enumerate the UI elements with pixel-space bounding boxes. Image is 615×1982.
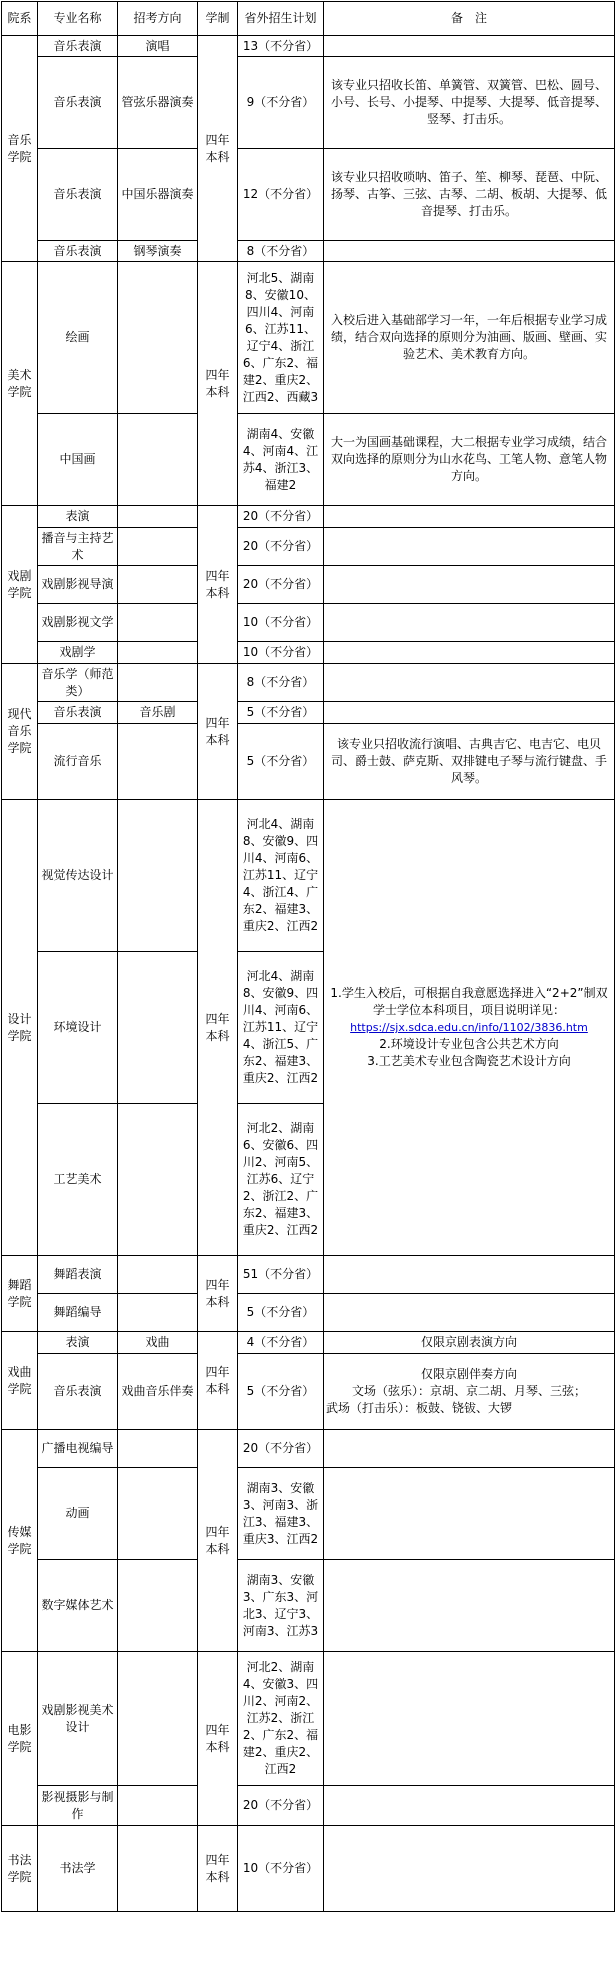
major-cell: 舞蹈表演 (38, 1256, 118, 1294)
plan-cell: 湖南4、安徽4、河南4、江苏4、浙江3、福建2 (238, 414, 324, 506)
duration-music: 四年本科 (198, 36, 238, 262)
duration-dance: 四年本科 (198, 1256, 238, 1332)
major-cell: 表演 (38, 1332, 118, 1354)
note-cell (324, 1430, 615, 1468)
table-row (2, 528, 615, 566)
direction-cell (118, 262, 198, 414)
note-cell (324, 642, 615, 664)
direction-cell: 音乐剧 (118, 702, 198, 724)
plan-cell: 20（不分省） (238, 506, 324, 528)
plan-cell: 20（不分省） (238, 566, 324, 604)
direction-cell: 戏曲 (118, 1332, 198, 1354)
major-cell: 戏剧影视导演 (38, 566, 118, 604)
plan-cell: 20（不分省） (238, 528, 324, 566)
direction-cell (118, 1652, 198, 1786)
major-cell: 音乐表演 (38, 1354, 118, 1430)
plan-cell: 10（不分省） (238, 642, 324, 664)
header-direction: 招考方向 (118, 2, 198, 36)
major-cell: 戏剧影视美术设计 (38, 1652, 118, 1786)
college-modern-music: 现代音乐学院 (2, 664, 38, 800)
note-cell: 该专业只招收长笛、单簧管、双簧管、巴松、圆号、小号、长号、小提琴、中提琴、大提琴、低音提琴、竖琴、打击乐。 (324, 57, 615, 149)
plan-cell: 8（不分省） (238, 664, 324, 702)
direction-cell (118, 528, 198, 566)
direction-cell (118, 604, 198, 642)
major-cell: 音乐表演 (38, 57, 118, 149)
table-row (2, 149, 615, 241)
major-cell: 书法学 (38, 1826, 118, 1912)
direction-cell (118, 664, 198, 702)
header-duration: 学制 (198, 2, 238, 36)
plan-cell: 河北4、湖南8、安徽9、四川4、河南6、江苏11、辽宁4、浙江4、广东2、福建3、重庆2、江西2 (238, 800, 324, 952)
plan-cell: 9（不分省） (238, 57, 324, 149)
major-cell: 音乐表演 (38, 702, 118, 724)
major-cell: 影视摄影与制作 (38, 1786, 118, 1826)
college-music: 音乐学院 (2, 36, 38, 262)
duration-media: 四年本科 (198, 1430, 238, 1652)
college-drama: 戏剧学院 (2, 506, 38, 664)
design-note-line3: 3.工艺美术专业包含陶瓷艺术设计方向 (367, 1054, 571, 1068)
direction-cell (118, 506, 198, 528)
plan-cell: 湖南3、安徽3、河南3、浙江3、福建3、重庆3、江西2 (238, 1468, 324, 1560)
design-note-cell (324, 800, 615, 1256)
direction-cell (118, 800, 198, 952)
opera-note-line2: 文场（弦乐）：京胡、京二胡、月琴、三弦； (351, 1384, 586, 1398)
header-plan: 省外招生计划 (238, 2, 324, 36)
major-cell: 音乐表演 (38, 36, 118, 57)
major-cell: 音乐表演 (38, 149, 118, 241)
direction-cell: 钢琴演奏 (118, 241, 198, 262)
note-cell (324, 1256, 615, 1294)
direction-cell: 中国乐器演奏 (118, 149, 198, 241)
major-cell: 数字媒体艺术 (38, 1560, 118, 1652)
table-row (2, 1332, 615, 1354)
college-calligraphy: 书法学院 (2, 1826, 38, 1912)
opera-note-line3: 武场（打击乐）：板鼓、铙钹、大锣 (326, 1401, 513, 1415)
design-note-line2: 2.环境设计专业包含公共艺术方向 (379, 1037, 559, 1051)
table-row (2, 642, 615, 664)
plan-cell: 5（不分省） (238, 1294, 324, 1332)
table-row (2, 604, 615, 642)
note-cell (324, 36, 615, 57)
note-cell (324, 241, 615, 262)
plan-cell: 5（不分省） (238, 702, 324, 724)
direction-cell (118, 1430, 198, 1468)
direction-cell (118, 1294, 198, 1332)
plan-cell: 20（不分省） (238, 1786, 324, 1826)
direction-cell: 演唱 (118, 36, 198, 57)
plan-cell: 河北4、湖南8、安徽9、四川4、河南6、江苏11、辽宁4、浙江5、广东2、福建3、重庆2、江西2 (238, 952, 324, 1104)
direction-cell (118, 952, 198, 1104)
note-cell (324, 1468, 615, 1560)
table-row (2, 664, 615, 702)
note-cell (324, 528, 615, 566)
table-row (2, 241, 615, 262)
table-row (2, 800, 615, 952)
enrollment-table (1, 1, 615, 1912)
table-row (2, 36, 615, 57)
table-row (2, 1354, 615, 1430)
design-note-link[interactable]: https://sjx.sdca.edu.cn/info/1102/3836.htm (350, 1021, 588, 1034)
direction-cell (118, 1826, 198, 1912)
plan-cell: 5（不分省） (238, 1354, 324, 1430)
duration-modern-music: 四年本科 (198, 664, 238, 800)
direction-cell (118, 1104, 198, 1256)
table-row (2, 57, 615, 149)
direction-cell: 管弦乐器演奏 (118, 57, 198, 149)
college-film: 电影学院 (2, 1652, 38, 1826)
note-cell (324, 566, 615, 604)
major-cell: 绘画 (38, 262, 118, 414)
table-row (2, 1430, 615, 1468)
header-note: 备 注 (324, 2, 615, 36)
major-cell: 流行音乐 (38, 724, 118, 800)
duration-film: 四年本科 (198, 1652, 238, 1826)
header-row (2, 2, 615, 36)
table-row (2, 1560, 615, 1652)
major-cell: 环境设计 (38, 952, 118, 1104)
header-major: 专业名称 (38, 2, 118, 36)
college-dance: 舞蹈学院 (2, 1256, 38, 1332)
plan-cell: 12（不分省） (238, 149, 324, 241)
direction-cell (118, 1786, 198, 1826)
direction-cell (118, 1468, 198, 1560)
direction-cell (118, 1560, 198, 1652)
duration-opera: 四年本科 (198, 1332, 238, 1430)
plan-cell: 河北2、湖南6、安徽6、四川2、河南5、江苏6、辽宁2、浙江2、广东2、福建3、重庆2、江西2 (238, 1104, 324, 1256)
major-cell: 戏剧影视文学 (38, 604, 118, 642)
note-cell (324, 1826, 615, 1912)
plan-cell: 5（不分省） (238, 724, 324, 800)
design-note-line1: 1.学生入校后，可根据自我意愿选择进入“2+2”制双学士学位本科项目，项目说明详见： (330, 986, 608, 1017)
major-cell: 视觉传达设计 (38, 800, 118, 952)
plan-cell: 4（不分省） (238, 1332, 324, 1354)
major-cell: 舞蹈编导 (38, 1294, 118, 1332)
major-cell: 表演 (38, 506, 118, 528)
direction-cell (118, 724, 198, 800)
note-cell (324, 506, 615, 528)
college-opera: 戏曲学院 (2, 1332, 38, 1430)
major-cell: 工艺美术 (38, 1104, 118, 1256)
note-cell (324, 1354, 615, 1430)
note-cell (324, 1652, 615, 1786)
table-row (2, 414, 615, 506)
table-row (2, 1256, 615, 1294)
major-cell: 广播电视编导 (38, 1430, 118, 1468)
plan-cell: 湖南3、安徽3、广东3、河北3、辽宁3、河南3、江苏3 (238, 1560, 324, 1652)
plan-cell: 8（不分省） (238, 241, 324, 262)
major-cell: 音乐表演 (38, 241, 118, 262)
major-cell: 中国画 (38, 414, 118, 506)
direction-cell (118, 566, 198, 604)
major-cell: 戏剧学 (38, 642, 118, 664)
plan-cell: 河北2、湖南4、安徽3、四川2、河南2、江苏2、浙江2、广东2、福建2、重庆2、江西2 (238, 1652, 324, 1786)
opera-note-line1: 仅限京剧伴奏方向 (420, 1367, 517, 1381)
table-row (2, 1786, 615, 1826)
duration-drama: 四年本科 (198, 506, 238, 664)
table-row (2, 702, 615, 724)
college-design: 设计学院 (2, 800, 38, 1256)
table-row (2, 1468, 615, 1560)
duration-fine-arts: 四年本科 (198, 262, 238, 506)
note-cell (324, 1786, 615, 1826)
table-row (2, 1826, 615, 1912)
plan-cell: 51（不分省） (238, 1256, 324, 1294)
note-cell (324, 1294, 615, 1332)
note-cell: 该专业只招收流行演唱、古典吉它、电吉它、电贝司、爵士鼓、萨克斯、双排键电子琴与流行键盘、手风琴。 (324, 724, 615, 800)
note-cell (324, 702, 615, 724)
direction-cell (118, 642, 198, 664)
table-row (2, 1294, 615, 1332)
college-fine-arts: 美术学院 (2, 262, 38, 506)
note-cell (324, 604, 615, 642)
note-cell: 该专业只招收唢呐、笛子、笙、柳琴、琵琶、中阮、扬琴、古筝、三弦、古琴、二胡、板胡、大提琴、低音提琴、打击乐。 (324, 149, 615, 241)
plan-cell: 10（不分省） (238, 604, 324, 642)
plan-cell: 河北5、湖南8、安徽10、四川4、河南6、江苏11、辽宁4、浙江6、广东2、福建2、重庆2、江西2、西藏3 (238, 262, 324, 414)
major-cell: 动画 (38, 1468, 118, 1560)
note-cell: 仅限京剧表演方向 (324, 1332, 615, 1354)
note-cell: 入校后进入基础部学习一年，一年后根据专业学习成绩，结合双向选择的原则分为油画、版画、壁画、实验艺术、美术教育方向。 (324, 262, 615, 414)
plan-cell: 10（不分省） (238, 1826, 324, 1912)
college-media: 传媒学院 (2, 1430, 38, 1652)
direction-cell (118, 414, 198, 506)
header-college: 院系 (2, 2, 38, 36)
plan-cell: 20（不分省） (238, 1430, 324, 1468)
duration-calligraphy: 四年本科 (198, 1826, 238, 1912)
table-row (2, 262, 615, 414)
table-row (2, 1652, 615, 1786)
table-row (2, 506, 615, 528)
table-row (2, 724, 615, 800)
note-cell: 大一为国画基础课程，大二根据专业学习成绩，结合双向选择的原则分为山水花鸟、工笔人物、意笔人物方向。 (324, 414, 615, 506)
table-row (2, 566, 615, 604)
duration-design: 四年本科 (198, 800, 238, 1256)
major-cell: 音乐学（师范类） (38, 664, 118, 702)
major-cell: 播音与主持艺术 (38, 528, 118, 566)
plan-cell: 13（不分省） (238, 36, 324, 57)
note-cell (324, 664, 615, 702)
note-cell (324, 1560, 615, 1652)
direction-cell: 戏曲音乐伴奏 (118, 1354, 198, 1430)
direction-cell (118, 1256, 198, 1294)
